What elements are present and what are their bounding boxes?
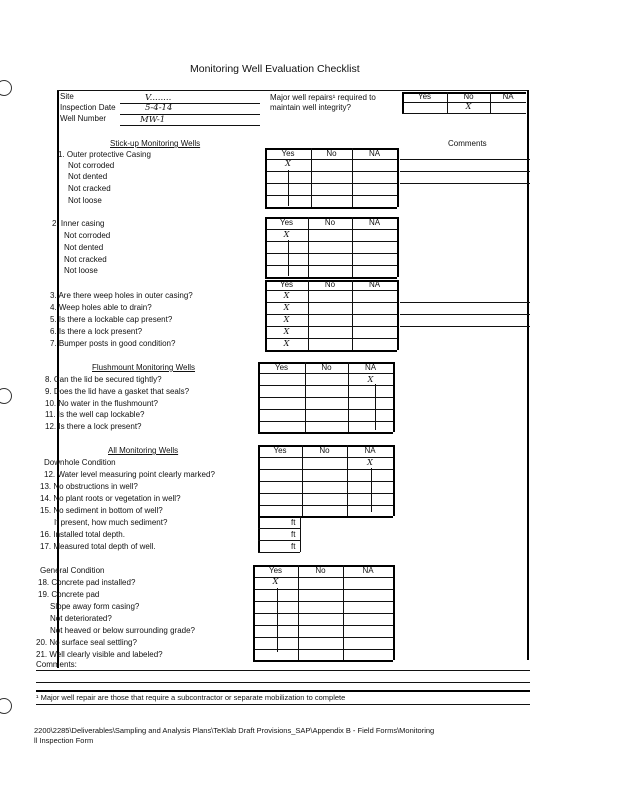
- major-col-yes: Yes: [417, 92, 432, 101]
- q15a-unit: ft: [291, 518, 296, 527]
- all-grid-c0: [258, 445, 260, 552]
- q3-comment-line2: [400, 314, 530, 315]
- q18-label: 18. Concrete pad installed?: [38, 578, 136, 587]
- q20-label: 20. No surface seal settling?: [36, 638, 137, 647]
- q5-yes-mark[interactable]: X: [283, 315, 290, 324]
- major-table-bottom: [402, 113, 526, 114]
- q9-label: 9. Does the lid have a gasket that seals?: [45, 387, 190, 396]
- gen-grid-c3: [393, 565, 395, 660]
- major-col-no: No: [463, 92, 474, 101]
- flush-grid-c3: [393, 362, 395, 432]
- all-col-no: No: [319, 446, 330, 455]
- q4-yes-mark[interactable]: X: [283, 303, 290, 312]
- q1-item-2: Not dented: [68, 172, 108, 181]
- downhole-label: Downhole Condition: [44, 458, 116, 467]
- well-number-label: Well Number: [60, 114, 107, 123]
- q2-grid-r2: [265, 241, 397, 242]
- q16-unit: ft: [291, 530, 296, 539]
- frame-top: [57, 90, 527, 91]
- q17-label: 17. Measured total depth of well.: [40, 542, 156, 551]
- q2-col-na: NA: [368, 218, 381, 227]
- major-col-na: NA: [502, 92, 514, 101]
- flush-na-arrow: [375, 384, 376, 430]
- q2-grid-c3: [397, 217, 399, 277]
- q2-item-2: Not dented: [64, 243, 104, 252]
- q12-label: 12. Is there a lock present?: [45, 422, 142, 431]
- flush-grid-r4: [258, 409, 393, 410]
- major-no-mark[interactable]: X: [465, 102, 472, 111]
- gen-col-no: No: [315, 566, 326, 575]
- inspection-date-label: Inspection Date: [60, 103, 116, 112]
- q2-col-no: No: [324, 218, 336, 227]
- q3-yes-mark[interactable]: X: [283, 291, 290, 300]
- q3-col-yes: Yes: [279, 280, 294, 289]
- flush-col-no: No: [321, 363, 332, 372]
- q1-yes-mark[interactable]: X: [285, 159, 291, 168]
- q2-mark-arrow: [288, 240, 289, 276]
- q6-yes-mark[interactable]: X: [283, 327, 290, 336]
- gen-grid-bottom: [253, 660, 393, 662]
- q5-label: 5. Is there a lockable cap present?: [50, 315, 173, 324]
- all-grid-r5: [258, 505, 393, 506]
- q1-grid-bottom: [265, 207, 397, 209]
- footnote: ¹ Major well repair are those that require a subcontractor or separate mobilization to complete: [36, 693, 346, 702]
- comments-label: Comments:: [36, 660, 77, 669]
- q1-item-1: Not corroded: [68, 161, 115, 170]
- q2-grid-bottom: [265, 277, 397, 279]
- q6-label: 6. Is there a lock present?: [50, 327, 143, 336]
- q1-grid-r3: [265, 183, 397, 184]
- q13-label: 13. No obstructions in well?: [40, 482, 138, 491]
- q10-label: 10. No water in the flushmount?: [45, 399, 158, 408]
- q21-label: 21. Well clearly visible and labeled?: [36, 650, 163, 659]
- q18-yes-mark[interactable]: X: [272, 577, 279, 586]
- q2-yes-mark[interactable]: X: [283, 230, 290, 239]
- q8-na-mark[interactable]: X: [367, 375, 374, 384]
- gen-yes-arrow: [277, 588, 278, 652]
- q2-grid-r4: [265, 265, 397, 266]
- frame-right: [527, 90, 529, 660]
- all-grid-r4: [258, 493, 393, 494]
- q1-col-na: NA: [368, 149, 381, 158]
- q3-grid-c3: [397, 280, 399, 350]
- gen-grid-c1: [298, 565, 299, 660]
- stickup-comments-label: Comments: [448, 139, 487, 148]
- q11-label: 11. Is the well cap lockable?: [45, 410, 145, 419]
- q2-item-3: Not cracked: [64, 255, 107, 264]
- all-grid-r2: [258, 469, 393, 470]
- q3-grid-c2: [352, 280, 353, 350]
- ft-row1: [258, 528, 300, 529]
- q1-grid-r2: [265, 171, 397, 172]
- comments-line2: [36, 682, 530, 683]
- comments-line1: [36, 670, 530, 671]
- all-col-na: NA: [364, 446, 376, 455]
- stickup-title: Stick-up Monitoring Wells: [110, 139, 201, 148]
- q19-item-3: Not heaved or below surrounding grade?: [50, 626, 195, 635]
- all-grid-r3: [258, 481, 393, 482]
- q14-label: 14. No plant roots or vegetation in well?: [40, 494, 181, 503]
- q2-label: 2. Inner casing: [52, 219, 105, 228]
- site-underline: [120, 103, 260, 104]
- page-title: Monitoring Well Evaluation Checklist: [190, 63, 360, 75]
- flush-grid-r1: [258, 373, 393, 374]
- q3-col-na: NA: [368, 280, 381, 289]
- major-repairs-question: Major well repairs¹ required to maintain well integrity?: [270, 93, 376, 112]
- q19-label: 19. Concrete pad: [38, 590, 100, 599]
- q2-item-4: Not loose: [64, 266, 98, 275]
- flush-col-yes: Yes: [274, 363, 289, 372]
- gen-grid-r3: [253, 601, 393, 602]
- q2-col-yes: Yes: [279, 218, 294, 227]
- well-underline: [120, 125, 260, 126]
- q1-col-yes: Yes: [281, 149, 295, 158]
- flush-grid-r5: [258, 421, 393, 422]
- q19-item-2: Not deteriorated?: [50, 614, 112, 623]
- q3-grid-bottom: [265, 350, 397, 352]
- q3-col-no: No: [324, 280, 336, 289]
- site-label: Site: [60, 92, 74, 101]
- q1-item-4: Not loose: [68, 196, 102, 205]
- all-grid-bottom: [258, 516, 393, 518]
- file-path-line1: 2200\2285\Deliverables\Sampling and Analysis Plans\TeKlab Draft Provisions_SAP\Appendix B - Field Forms\Monitoring: [34, 726, 435, 735]
- q1-grid-c3: [397, 148, 399, 207]
- file-path-line2: ll Inspection Form: [34, 736, 94, 745]
- gen-grid-r4: [253, 613, 393, 614]
- q1-col-no: No: [326, 149, 337, 158]
- gen-col-na: NA: [362, 566, 374, 575]
- q4-label: 4. Weep holes able to drain?: [50, 303, 152, 312]
- all-col-yes: Yes: [273, 446, 287, 455]
- flushmount-title: Flushmount Monitoring Wells: [92, 363, 196, 372]
- q15a-label: If present, how much sediment?: [54, 518, 168, 527]
- gen-col-yes: Yes: [268, 566, 283, 575]
- q12b-na-mark[interactable]: X: [367, 458, 373, 467]
- ft-row2: [258, 540, 300, 541]
- q7-label: 7. Bumper posts in good condition?: [50, 339, 176, 348]
- inspection-date-value[interactable]: 5-4-14: [145, 103, 173, 113]
- flush-grid-r3: [258, 397, 393, 398]
- q1-mark-arrow: [288, 170, 289, 206]
- q15-label: 15. No sediment in bottom of well?: [40, 506, 163, 515]
- q2-grid-r3: [265, 253, 397, 254]
- all-na-arrow: [371, 468, 372, 512]
- q19-item-1: Slope away form casing?: [50, 602, 140, 611]
- punch-hole-middle: [0, 388, 12, 404]
- q1-label: 1. Outer protective Casing: [58, 150, 151, 159]
- gen-grid-r6: [253, 637, 393, 638]
- gen-grid-r2: [253, 589, 393, 590]
- q3-label: 3. Are there weep holes in outer casing?: [50, 291, 193, 300]
- flush-grid-bottom: [258, 432, 393, 434]
- comments-line3: [36, 690, 530, 692]
- q8-label: 8. Can the lid be secured tightly?: [45, 375, 162, 384]
- gen-grid-r7: [253, 649, 393, 650]
- q3-grid-c1: [308, 280, 309, 350]
- q1-grid-r4: [265, 195, 397, 196]
- gen-grid-r5: [253, 625, 393, 626]
- punch-hole-bottom: [0, 698, 12, 714]
- flush-grid-r2: [258, 385, 393, 386]
- gen-grid-c2: [343, 565, 344, 660]
- q1-item-3: Not cracked: [68, 184, 111, 193]
- q2-item-1: Not corroded: [64, 231, 111, 240]
- all-grid-c3: [393, 445, 395, 516]
- q1-comment-line1: [400, 159, 530, 160]
- q17-unit: ft: [291, 542, 296, 551]
- q12b-label: 12. Water level measuring point clearly marked?: [44, 470, 215, 479]
- q16-label: 16. Installed total depth.: [40, 530, 125, 539]
- flush-col-na: NA: [364, 363, 377, 372]
- all-wells-title: All Monitoring Wells: [108, 446, 179, 455]
- q1-comment-line3: [400, 183, 530, 184]
- ft-col-right: [300, 516, 301, 552]
- ft-row3: [258, 552, 300, 553]
- site-value[interactable]: V........: [145, 93, 172, 103]
- q1-comment-line2: [400, 171, 530, 172]
- q7-yes-mark[interactable]: X: [283, 339, 290, 348]
- general-title: General Condition: [40, 566, 105, 575]
- q3-comment-line3: [400, 326, 530, 327]
- footnote-line: [36, 704, 530, 705]
- well-number-value[interactable]: MW-1: [140, 115, 166, 125]
- punch-hole-top: [0, 80, 12, 96]
- q3-comment-line1: [400, 302, 530, 303]
